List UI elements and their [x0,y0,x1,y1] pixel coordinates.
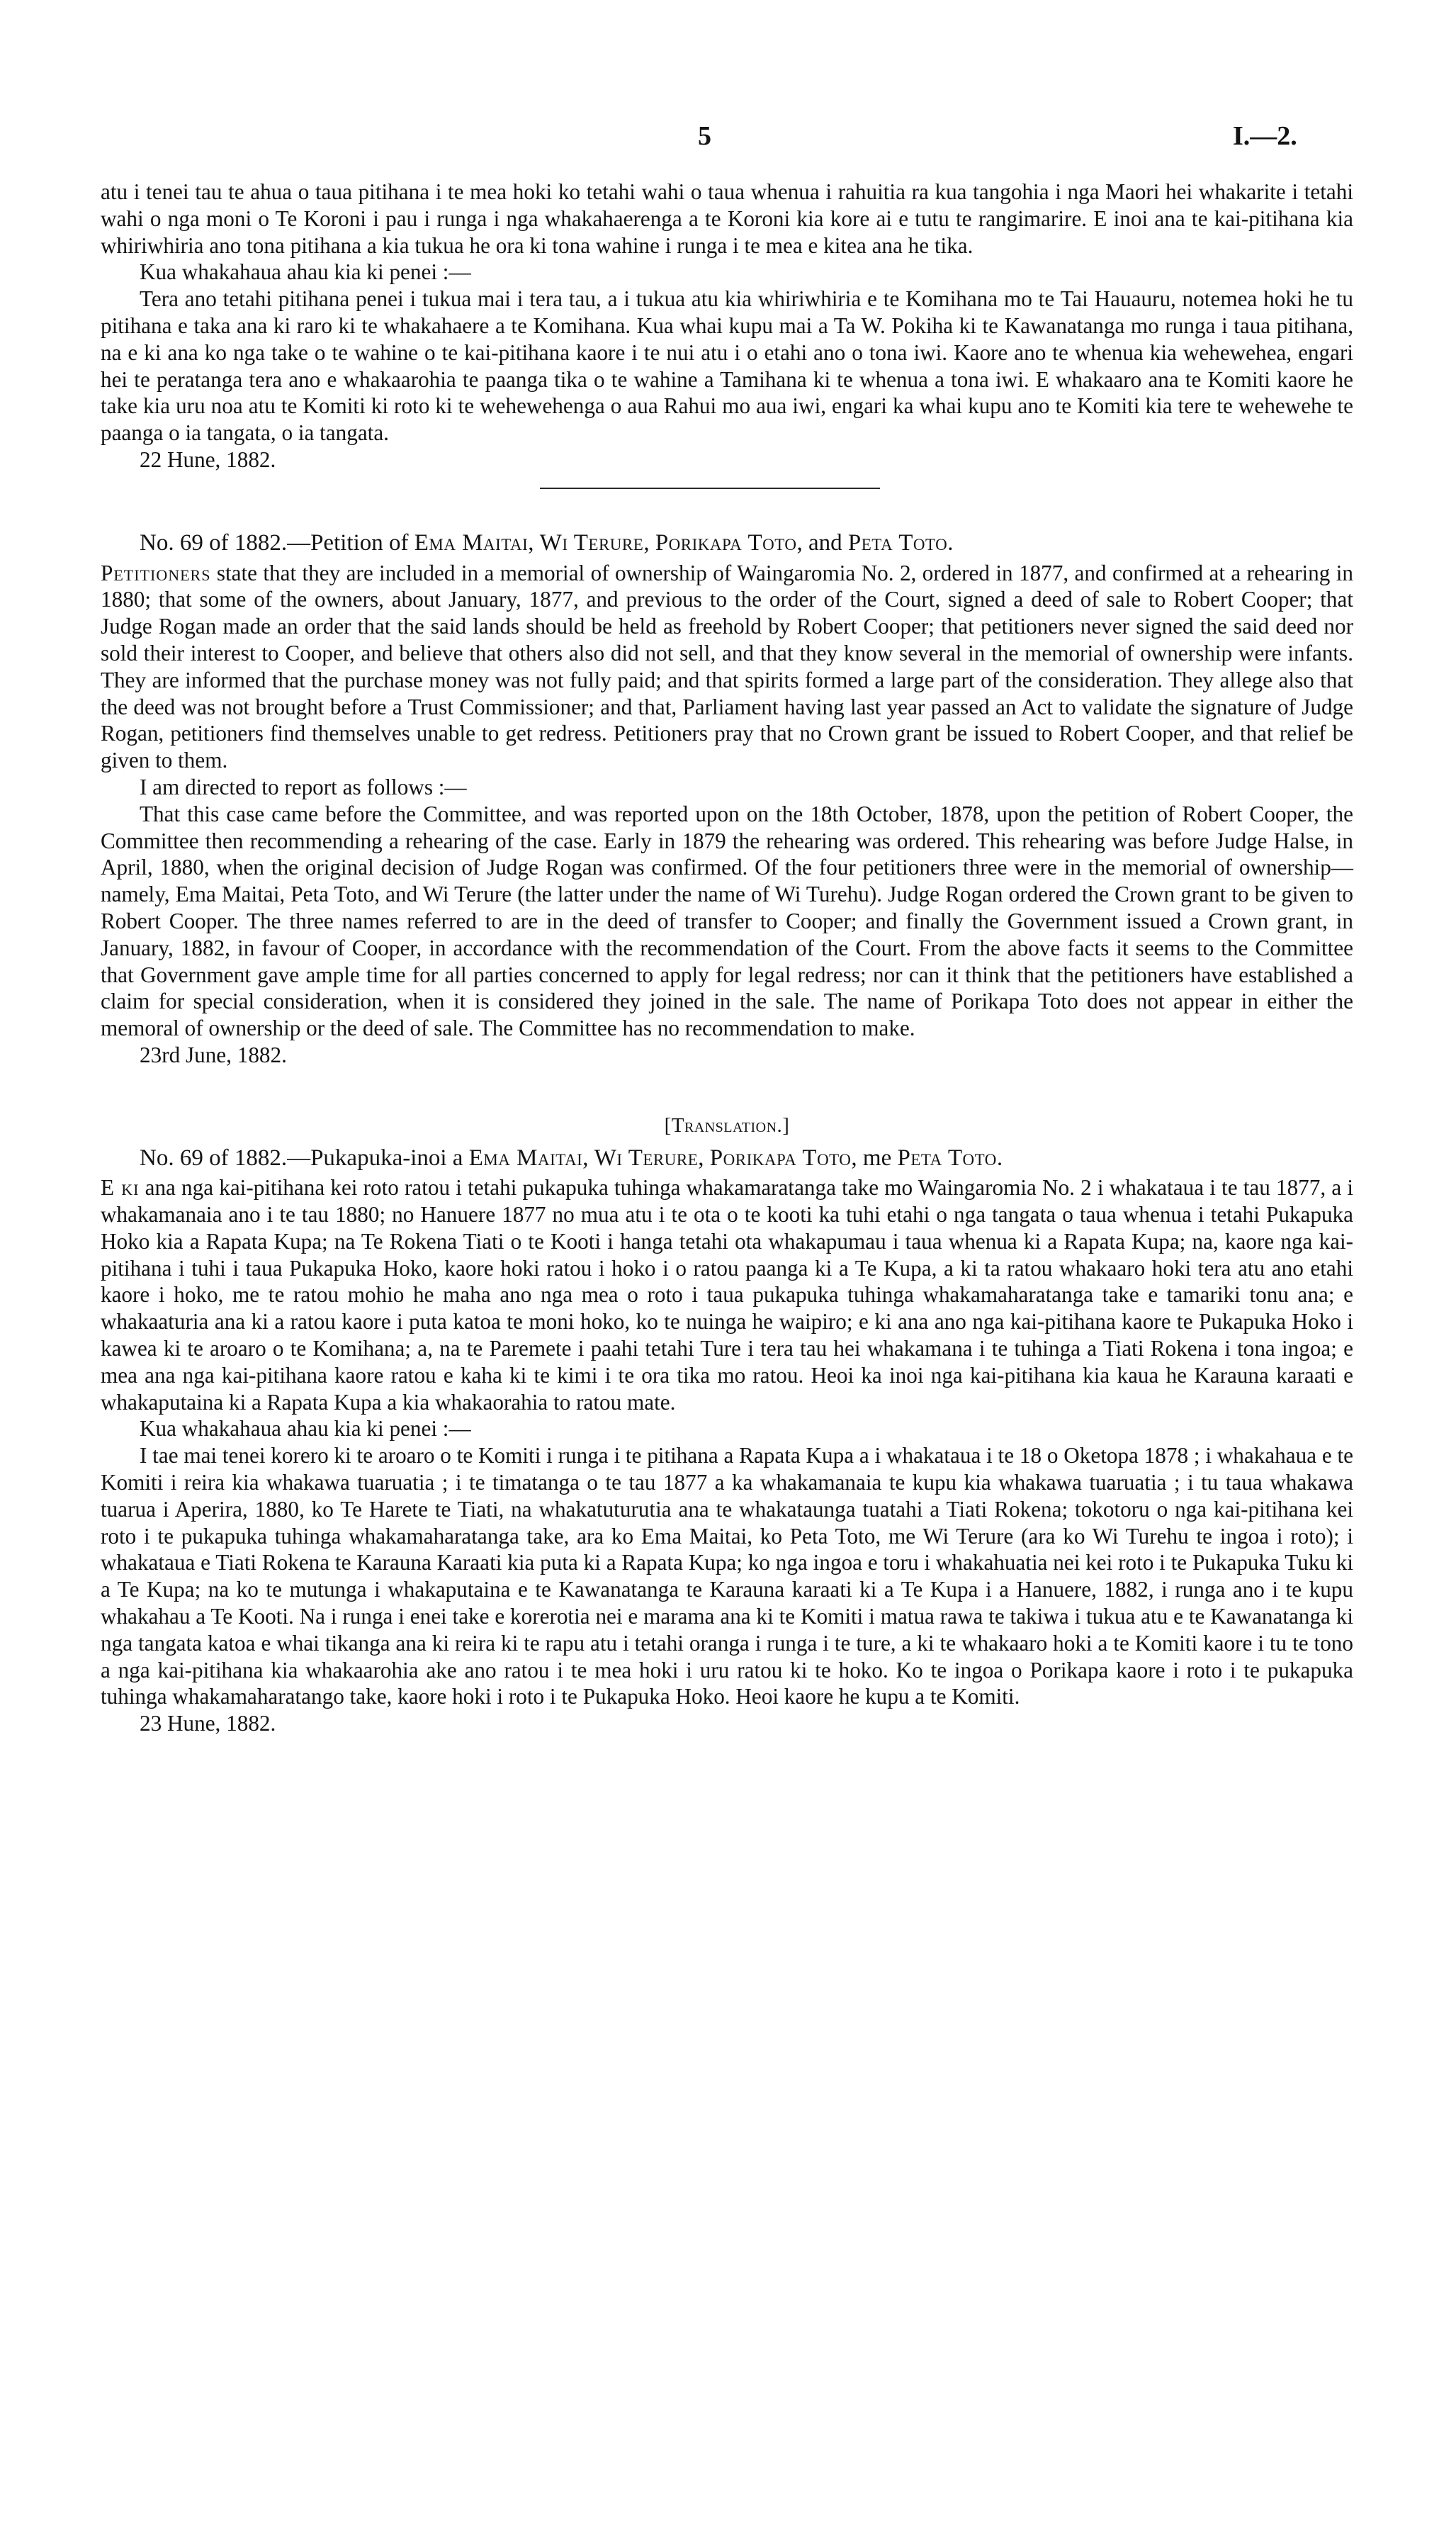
petitioner-name: Peta Toto [897,1145,997,1171]
continuation-paragraph: atu i tenei tau te ahua o taua pitihana i te mea hoki ko tetahi wahi o taua whenua i rahuitia ra kua tangohia i nga Maori hei whakarite i tetahi wahi o nga moni o Te Koroni i pau i runga i nga whakahaerenga a te Koroni kia kore ai e tutu te rangimarire. E inoi ana te kai-pitihana kia whiriwhiria ano tona pitihana a kia tukua he ora ki tona wahine i runga i te mea e kitea ana he tika. [101,179,1353,258]
report-paragraph: Tera ano tetahi pitihana penei i tukua mai i tera tau, a i tukua atu kia whiriwhiria e te Komihana mo te Tai Hauauru, notemea hoki he tu pitihana e taka ana ki raro ki te whakahaere a te Komihana. Kua whai kupu mai a Ta W. Pokiha ki te Kawanatanga mo runga i taua pitihana, na e ki ana ko nga take o te wahine o te kai-pitihana kaore i te nui atu i o etahi ano o tona iwi. Kaore ano te whenua kia wehewehea, engari hei te peratanga tera ano e whakaarohia te paanga tika o te wahine a Tamihana ki te whenua a tona iwi. E whakaaro ana te Komiti kaore he take kia uru noa atu te Komiti ki roto ki te wehewehenga o aua Rahui mo aua iwi, engari ka whai kupu ano te Komiti kia tere te wehewehe te paanga o ia tangata, o ia tangata. [101,286,1353,446]
page-number: 5 [698,121,711,151]
translation-label-text: [Translation.] [664,1113,790,1137]
petitioner-separator: , [698,1145,704,1171]
translation-report: I tae mai tenei korero ki te aroaro o te Komiti i runga i te pitihana a Rapata Kupa a i whakataua i te 18 o Oketopa 1878 ; i whakahaua e te Komiti i reira kia whakawa tuaruatia ; i te timatanga o te tau 1877 a ka whakamanaia te kupu kia whakawa tuaruatia ; i tu taua whakawa tuarua i Aperira, 1880, ko Te Harete te Tiati, na whakatuturutia ana te whakataunga tuatahi a Tiati Rokena; tokotoru o nga kai-pitihana kei roto i te pukapuka tuhinga whakamaharatanga take, ara ko Ema Maitai, ko Peta Toto, me Wi Terure (ara ko Wi Turehu te ingoa i roto); i whakataua e Tiati Rokena te Karauna Karaati kia puta ki a Rapata Kupa; ko nga ingoa e toru i whakahuatia nei kei roto i te Pukapuka Tuku ki a Te Kupa; na ko te mutunga i whakaputaina e te Kawanatanga te Karauna karaati ki a Te Kupa i a Hanuere, 1882, i runga ano i te kupu whakahau a Te Kooti. Na i runga i enei take e korerotia nei e marama ana ki te Komiti i matua rawa te takiwa i tukua atu e te Kawanatanga ki nga tangata katoa e whai tikanga ana ki reira ki te rapu atu i tetahi oranga i runga i te ture, a ki te whakaaro hoki a te Komiti kaore i tu te tono a nga kai-pitihana kia whakaarohia ake ano ratou i te mea hoki i uru ratou ki te hoko. Ko te ingoa o Porikapa kaore i roto i te pukapuka tuhinga whakamaharatango take, kaore hoki i roto i te Pukapuka Hoko. Heoi kaore he kupu a te Komiti. [101,1443,1353,1709]
committee-report: That this case came before the Committee, and was reported upon on the 18th October, 1878, upon the petition of Robert Cooper, the Committee then recommending a rehearing of the case. Early in 1879 the rehearing was ordered. This rehearing was before Judge Halse, in April, 1880, when the original decision of Judge Rogan was confirmed. Of the four petitioners three were in the memorial of ownership—namely, Ema Maitai, Peta Toto, and Wi Terure (the latter under the name of Wi Turehu). Judge Rogan ordered the Crown grant to be given to Robert Cooper. The three names referred to are in the deed of transfer to Cooper; and finally the Government issued a Crown grant, in January, 1882, in favour of Cooper, in accordance with the recommendation of the Court. From the above facts it seems to the Committee that Government gave ample time for all parties concerned to apply for legal redress; nor can it think that the petitioners have established a claim for special consideration, when it is considered they joined in the sale. The name of Porikapa Toto does not appear in either the memoral of ownership or the deed of sale. The Committee has no recommendation to make. [101,801,1353,1041]
petitioner-separator: , and [796,529,842,556]
petitioner-separator: , [643,529,650,556]
petition-heading-prefix: No. 69 of 1882.—Petition of [140,529,409,556]
petitioner-name: Wi Terure [539,529,644,556]
petition-lead-word: Petitioners [101,560,211,585]
petition-body-text: state that they are included in a memorial of ownership of Waingaromia No. 2, ordered in 1877, and confirmed at a rehearing in 1880; that some of the owners, about January, 1877, and previous to the order of the Court, signed a deed of sale to Robert Cooper; that Judge Rogan made an order that the said lands should be held as freehold by Robert Cooper; that petitioners never signed the said deed nor sold their interest to Cooper, and believe that others also did not sell, and that they know several in the memorial of ownership were infants. They are informed that the purchase money was not fully paid; and that spirits formed a large part of the consideration. They allege also that the deed was not brought before a Trust Commissioner; and that, Parliament having last year passed an Act to validate the signature of Judge Rogan, petitioners find themselves unable to get redress. Petitioners pray that no Crown grant be issued to Robert Cooper, and that relief be given to them. [101,560,1354,773]
petitioner-separator: . [947,529,954,556]
petitioner-name: Ema Maitai [414,529,529,556]
petitioner-separator: , [528,529,534,556]
directed-line: Kua whakahaua ahau kia ki penei :— [140,1416,471,1442]
translation-date: 23 Hune, 1882. [140,1711,276,1736]
document-reference: I.—2. [1233,121,1297,151]
section-date: 22 Hune, 1882. [140,446,276,472]
translation-body-text: ana nga kai-pitihana kei roto ratou i tetahi pukapuka tuhinga whakamaratanga take mo Waingaromia No. 2 i whakataua i te tau 1877, a i whakamanaia ano i te tau 1880; no Hanuere 1877 no mua atu i te ota o te kooti ka tuhi etahi o nga tangata o taua whenua i tetahi Pukapuka Hoko kia a Rapata Kupa; na Te Rokena Tiati o te Kooti i hanga tetahi ota whakapumau i taua whenua ki a Rapata Kupa; na, kaore nga kai-pitihana i tuhi i taua Pukapuka Hoko, kaore hoki ratou i hoko i o ratou paanga ki a Te Kupa, a ki ta ratou whakaaro hoki tera atu ano etahi kaore i hoko, me te ratou mohio he maha ano nga mea o roto i taua pukapuka tuhinga whakamaharatanga take e tamariki tonu ana; e whakaaturia ana ki a ratou kaore i puta katoa te moni hoko, ko te nuinga he waipiro; e ki ana ano nga kai-pitihana kaore te Pukapuka Hoko i kawea ki te aroaro o te Komihana; a, na te Paremete i paahi tetahi Ture i tera tau hei whakamana i te tuhinga a Tiati Rokena i tona ingoa; e mea ana nga kai-pitihana kaore ratou e kaha ki te kimi i te ora tika mo ratou. Heoi ka inoi nga kai-pitihana kia kaua he Karauna karaati e whakaputaina ki a Rapata Kupa a kia whakaorahia to ratou mate. [101,1175,1354,1415]
translation-heading [101,1145,1353,1172]
petitioner-name: Peta Toto [847,529,948,556]
petitioner-separator: , me [851,1145,892,1171]
translation-label [101,1113,1353,1140]
petition-heading [101,530,1353,557]
section-divider [540,488,880,489]
petitioner-separator: , [582,1145,589,1171]
directed-line: Kua whakahaua ahau kia ki penei :— [140,259,471,285]
page-header [0,120,1456,163]
petitioner-name: Ema Maitai [468,1145,583,1171]
translation-lead-word: E ki [101,1175,140,1201]
petitioner-name: Wi Terure [594,1145,699,1171]
petition-date: 23rd June, 1882. [140,1042,287,1067]
petitioner-name: Porikapa Toto [709,1145,852,1171]
translation-heading-prefix: No. 69 of 1882.—Pukapuka-inoi a [140,1145,463,1171]
translation-body [101,1174,1353,1415]
page-content [101,179,1353,1737]
petition-body [101,560,1353,774]
petitioner-separator: . [996,1145,1003,1171]
petitioner-name: Porikapa Toto [655,529,797,556]
directed-line: I am directed to report as follows :— [140,774,467,799]
